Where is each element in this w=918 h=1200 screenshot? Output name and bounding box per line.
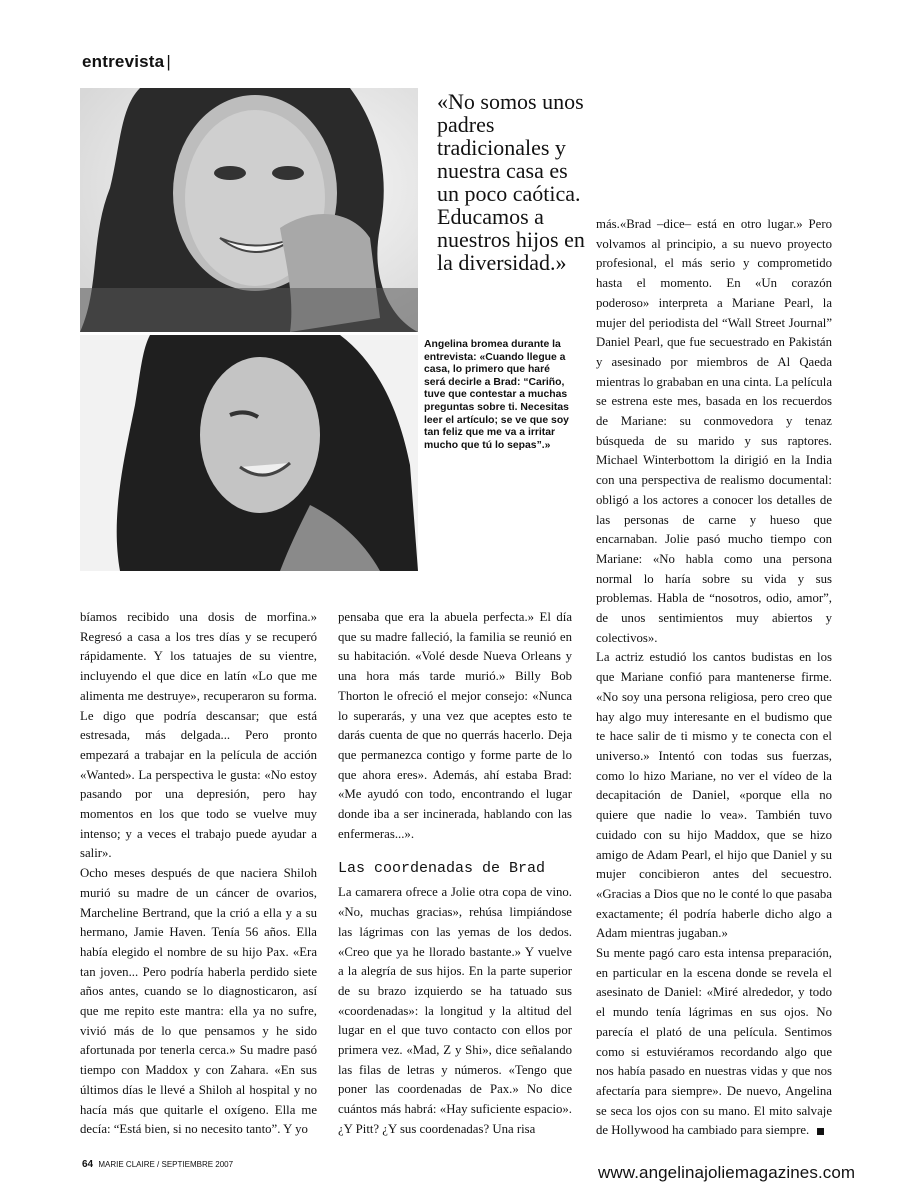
watermark-url: www.angelinajoliemagazines.com [598, 1163, 856, 1182]
paragraph: Ocho meses después de que naciera Shiloh murió su madre de un cáncer de ovarios, Marcheline Bertrand, que la crió a ella y a su hermano, Jamie Haven. Tenía 56 años. Ella había elegido el nombre de su hijo Pax. «Era tan joven... Pero podría haberla perdido siete años antes, cuando se lo diagnosticaron, así que me repito este mantra: ella ya no sufre, vivió más de lo que pensamos y he sido afortunada por tenerla cerca.» Su madre pasó tiempo con Maddox y con Zahara. «En sus últimos días le llevé a Shiloh al hospital y no hacía más que quitarle el oxígeno. Ella me decía: “Está bien, si no necesito tanto”. Y yo [80, 866, 317, 1137]
photo-caption: Angelina bromea durante la entrevista: «Cuando llegue a casa, lo primero que haré será decirle a Brad: “Cariño, tuve que contestar a muchas preguntas sobre ti. Necesitas leer el artículo; se ve que soy tan feliz que me va a irritar mucho que tú lo sepas”.» [424, 339, 569, 451]
paragraph: pensaba que era la abuela perfecta.» El día que su madre falleció, la familia se reunió en su habitación. «Volé desde Nueva Orleans y una hora más tarde murió.» Billy Bob Thorton le ofreció el mejor consejo: «Nunca lo superarás, y una vez que aceptes esto te darás cuenta de que no querrás hacerlo. Deja que permanezca contigo y forme parte de lo que ahora eres». Además, ahí estaba Brad: «Me ayudó con todo, encontrando el lugar donde iba a ser incinerada, hablando con las enfermeras...». [338, 610, 572, 841]
article-column-left [80, 608, 317, 1140]
section-tag: entrevista | [82, 52, 171, 71]
pull-quote: «No somos unos padres tradicionales y nuestra casa es un poco caótica. Educamos a nuestros hijos en la diversidad.» [437, 89, 585, 275]
subheading: Las coordenadas de Brad [338, 860, 546, 878]
page-folio [82, 1159, 233, 1170]
article-column-middle [338, 608, 572, 1140]
publication-info: MARIE CLAIRE / SEPTIEMBRE 2007 [98, 1160, 234, 1169]
paragraph: La actriz estudió los cantos budistas en los que Mariane confió para mantenerse firme. «No soy una persona religiosa, pero creo que hay algo muy interesante en el budismo que te hace salir de ti mismo y te conecta con el universo.» Intentó con todas sus fuerzas, como lo hizo Mariane, no ver el vídeo de la decapitación de Daniel, «porque ella no quiere que nadie lo vea». También tuvo cuidado con su hijo Maddox, que se hizo amigo de Adam Pearl, el hijo que Daniel y su mujer concibieron antes del secuestro. «Gracias a Dios que no le conté lo que pasaba exactamente; él podría haberle dicho algo a Adam mientras jugaban.» [596, 650, 832, 941]
paragraph: Su mente pagó caro esta intensa preparación, en particular en la escena donde se revela el asesinato de Daniel: «Miré alrededor, y todo el mundo tenía lágrimas en sus ojos. No parecía el plató de una película. Sentimos como si estuviéramos recordando algo que nos había pasado en nuestras vidas y que nos afectaría para siempre». De nuevo, Angelina se seca los ojos con su mano. El mito salvaje de Hollywood ha cambiado para siempre. [596, 946, 832, 1138]
paragraph: más.«Brad –dice– está en otro lugar.» Pero volvamos al principio, a su nuevo proyecto profesional, el más serio y comprometido hasta el momento. En «Un corazón poderoso» interpreta a Mariane Pearl, la mujer del periodista del “Wall Street Journal” Daniel Pearl, que fue secuestrado en Pakistán y asesinado por miembros de Al Qaeda mientras lo grababan en una cinta. La película se estrena este mes, basada en los recuerdos de Mariane: su conmovedora y tenaz búsqueda de su marido y sus raptores. Michael Winterbottom la dirigió en la India con una perspectiva de realismo documental: obligó a los actores a conocer los detalles de las personas de carne y hueso que encarnaban. Jolie pasó mucho tiempo con Mariane: «No habla como una persona normal lo haría sobre su vida y sus problemas. Habla de “nosotros, odio, amor”, de unos sentimientos muy abiertos y colectivos». [596, 217, 832, 645]
page-number: 64 [82, 1159, 94, 1170]
section-tag-label: entrevista [82, 52, 165, 71]
paragraph: La camarera ofrece a Jolie otra copa de vino. «No, muchas gracias», rehúsa limpiándose las lágrimas con las yemas de los dedos. «Creo que ya he llorado bastante.» Y vuelve a la alegría de sus hijos. En la parte superior de su brazo izquierdo se ha tatuado sus «coordenadas»: la longitud y la altitud del lugar en el que tuvo contacto con ellos por primera vez. «Mad, Z y Shi», dice señalando las filas de letras y números. «Tengo que poner las coordenadas de Pax.» No dice cuántos más habrá: «Hay suficiente espacio». ¿Y Pitt? ¿Y sus coordenadas? Una risa [338, 885, 572, 1136]
paragraph: bíamos recibido una dosis de morfina.» Regresó a casa a los tres días y se recuperó rápidamente. Y los tatuajes de su vientre, incluyendo el que dice en latín «Lo que me alimenta me destruye», recuperaron su forma. Le digo que podría descansar; que está estresada, más delgada... Pero pronto empezará a trabajar en la película de acción «Wanted». La perspectiva le gusta: «No estoy pasando por una depresión, pero hay momentos en los que todo se vuelve muy intenso; y a veces el trabajo puede ayudar a salir». [80, 610, 317, 861]
photo-portrait-laughing [80, 335, 418, 571]
end-of-article-mark [817, 1128, 824, 1135]
article-column-right [596, 215, 832, 1141]
photo-portrait-smiling [80, 88, 418, 332]
